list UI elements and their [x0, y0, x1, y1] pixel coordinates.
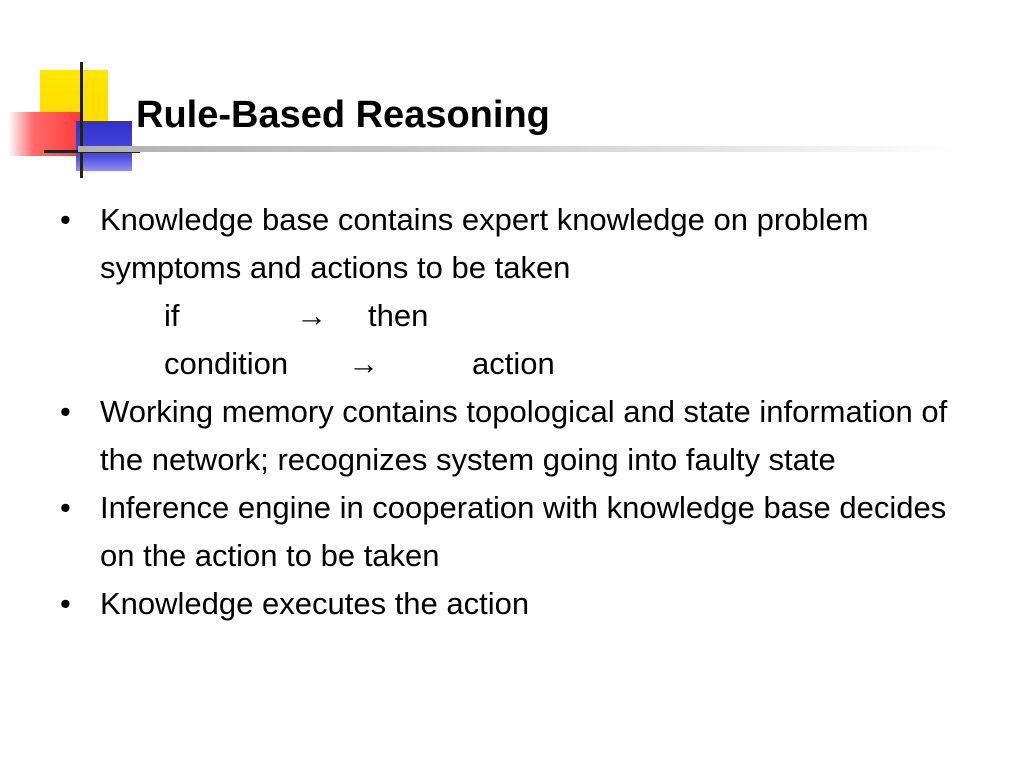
bullet-text: Working memory contains topological and state information of the network; recognizes system going into faulty state: [100, 394, 948, 477]
bullet-item: [56, 580, 976, 628]
arrow-right-icon: →: [348, 346, 379, 381]
bullet-marker: •: [60, 586, 71, 621]
rule-right: then: [368, 298, 429, 333]
bullet-item: [56, 196, 976, 292]
rule-right: action: [472, 346, 555, 381]
bullet-text: Inference engine in cooperation with knowledge base decides on the action to be taken: [100, 490, 947, 573]
rule-left: condition: [164, 346, 289, 381]
rule-line-condition-action: [56, 340, 976, 388]
bullet-list: [56, 196, 976, 628]
bullet-item: [56, 388, 976, 484]
bullet-marker: •: [60, 394, 71, 429]
slide-title: Rule-Based Reasoning: [136, 94, 550, 136]
bullet-marker: •: [60, 490, 71, 525]
vertical-line: [80, 62, 83, 178]
bullet-marker: •: [60, 202, 71, 237]
rule-line-if-then: [56, 292, 976, 340]
rule-left: if: [164, 298, 180, 333]
title-underline: [78, 146, 958, 152]
arrow-right-icon: →: [296, 298, 327, 333]
bullet-text: Knowledge executes the action: [100, 586, 530, 621]
bullet-text: Knowledge base contains expert knowledge on problem symptoms and actions to be taken: [100, 202, 869, 285]
bullet-item: [56, 484, 976, 580]
logo-decoration-icon: [0, 0, 140, 190]
